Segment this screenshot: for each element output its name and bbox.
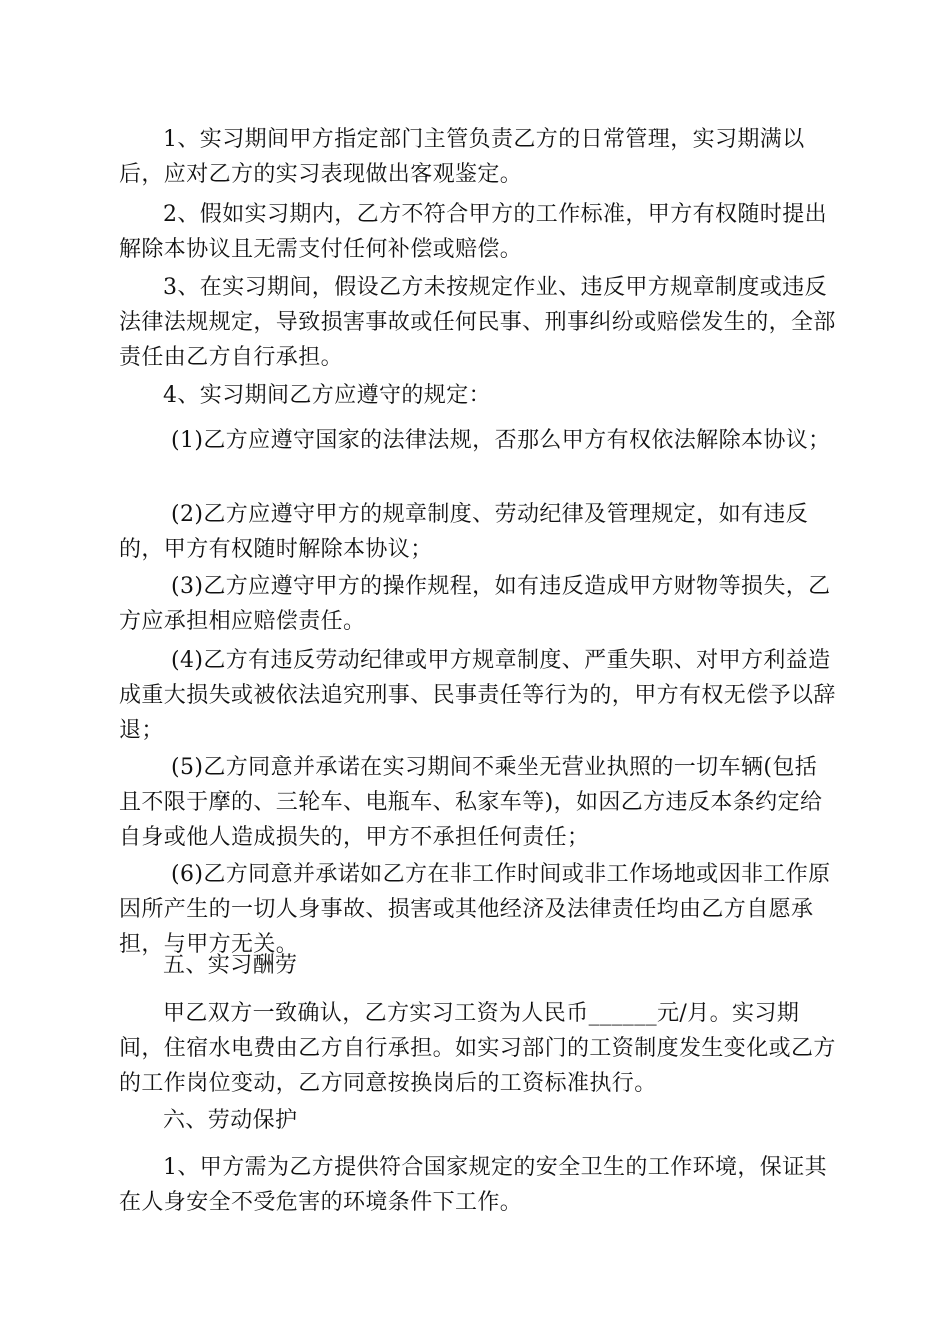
paragraph-rules-heading: 4、实习期间乙方应遵守的规定：	[163, 383, 491, 408]
paragraph-wage: 甲乙双方一致确认，乙方实习工资为人民币______元/月。实习期间，住宿水电费由乙方自行承担。如实习部门的工资制度发生变化或乙方的工作岗位变动，乙方同意按换岗后的工资标准执行。	[119, 1001, 836, 1096]
section-heading-labor-protection: 六、劳动保护	[163, 1108, 298, 1133]
rule-item-5: (5)乙方同意并承诺在实习期间不乘坐无营业执照的一切车辆(包括且不限于摩的、三轮车、电瓶车、私家车等)，如因乙方违反本条约定给自身或他人造成损失的，甲方不承担任何责任；	[119, 755, 823, 850]
rule-item-1: (1)乙方应遵守国家的法律法规，否那么甲方有权依法解除本协议；	[171, 428, 831, 453]
rule-item-2: (2)乙方应遵守甲方的规章制度、劳动纪律及管理规定，如有违反的，甲方有权随时解除本协议；	[119, 502, 809, 562]
paragraph-termination: 2、假如实习期内，乙方不符合甲方的工作标准，甲方有权随时提出解除本协议且无需支付任何补偿或赔偿。	[119, 202, 827, 262]
rule-item-3: (3)乙方应遵守甲方的操作规程，如有违反造成甲方财物等损失，乙方应承担相应赔偿责任。	[119, 574, 831, 634]
section-heading-compensation: 五、实习酬劳	[163, 953, 298, 978]
paragraph-supervision: 1、实习期间甲方指定部门主管负责乙方的日常管理，实习期满以后，应对乙方的实习表现做出客观鉴定。	[119, 127, 805, 187]
paragraph-liability: 3、在实习期间，假设乙方未按规定作业、违反甲方规章制度或违反法律法规规定，导致损害事故或任何民事、刑事纠纷或赔偿发生的，全部责任由乙方自行承担。	[119, 275, 836, 370]
rule-item-6: (6)乙方同意并承诺如乙方在非工作时间或非工作场地或因非工作原因所产生的一切人身事故、损害或其他经济及法律责任均由乙方自愿承担，与甲方无关。	[119, 862, 831, 957]
paragraph-work-environment: 1、甲方需为乙方提供符合国家规定的安全卫生的工作环境，保证其在人身安全不受危害的环境条件下工作。	[119, 1155, 827, 1215]
rule-item-4: (4)乙方有违反劳动纪律或甲方规章制度、严重失职、对甲方利益造成重大损失或被依法追究刑事、民事责任等行为的，甲方有权无偿予以辞退；	[119, 648, 836, 743]
